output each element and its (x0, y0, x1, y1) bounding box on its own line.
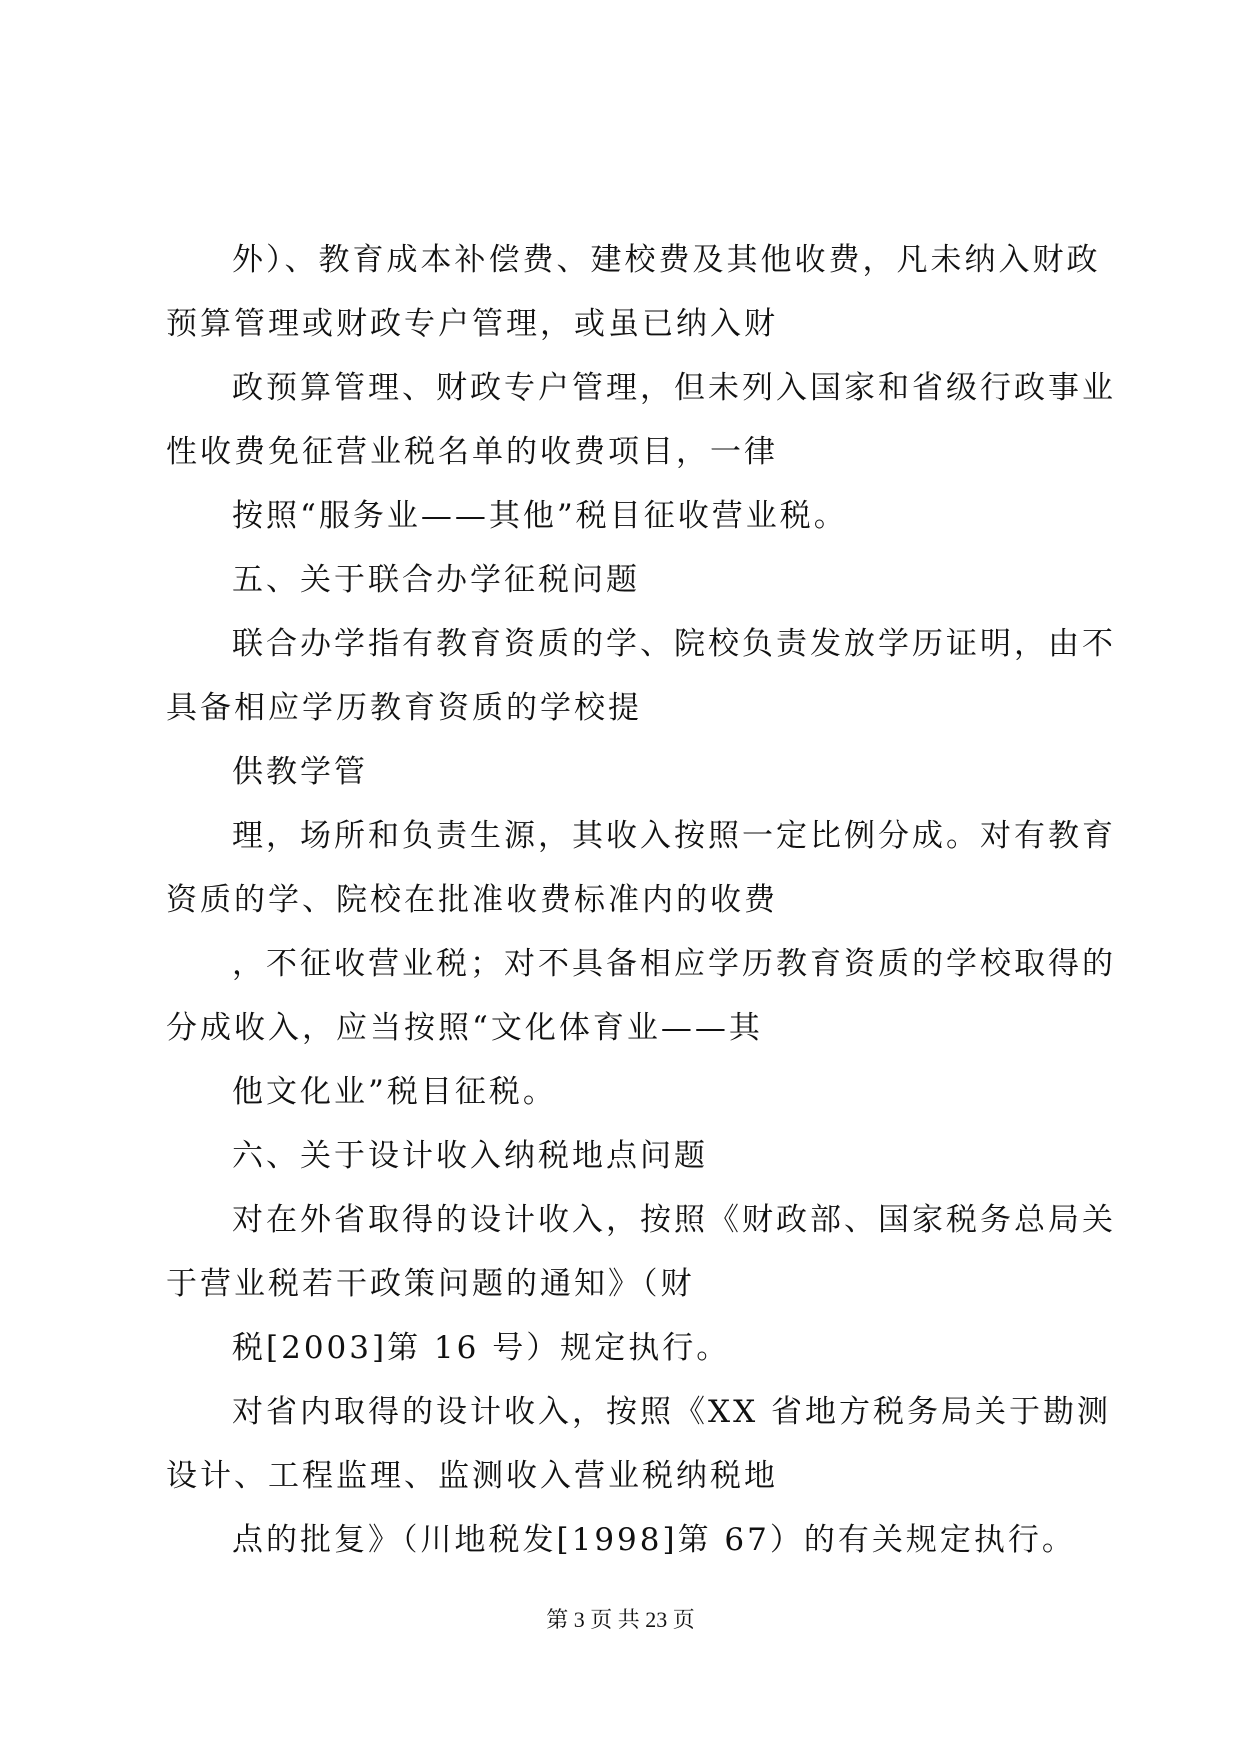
text-line: 政预算管理、财政专户管理，但未列入国家和省级行政事业 (232, 370, 1116, 406)
text-line: 设计、工程监理、监测收入营业税纳税地 (166, 1458, 778, 1494)
text-line: ，不征收营业税；对不具备相应学历教育资质的学校取得的 (232, 946, 1116, 982)
text-line: 资质的学、院校在批准收费标准内的收费 (166, 882, 778, 918)
page-footer: 第 3 页 共 23 页 (546, 1607, 695, 1632)
text-line: 供教学管 (232, 754, 368, 790)
text-line: 分成收入，应当按照“文化体育业——其 (166, 1010, 763, 1046)
text-line: 对在外省取得的设计收入，按照《财政部、国家税务总局关 (232, 1202, 1116, 1238)
document-body (166, 228, 1116, 1572)
text-line: 五、关于联合办学征税问题 (232, 562, 640, 598)
text-line: 性收费免征营业税名单的收费项目，一律 (166, 434, 778, 470)
text-line: 六、关于设计收入纳税地点问题 (232, 1138, 708, 1174)
text-line: 税[2003]第 16 号）规定执行。 (232, 1330, 731, 1366)
text-line: 于营业税若干政策问题的通知》（财 (166, 1266, 695, 1302)
text-line: 他文化业”税目征税。 (232, 1074, 557, 1110)
text-line: 预算管理或财政专户管理，或虽已纳入财 (166, 306, 778, 342)
text-line: 点的批复》（川地税发[1998]第 67）的有关规定执行。 (232, 1522, 1076, 1558)
text-line: 对省内取得的设计收入，按照《XX 省地方税务局关于勘测 (232, 1394, 1111, 1430)
text-line: 按照“服务业——其他”税目征收营业税。 (232, 498, 848, 534)
text-line: 外）、教育成本补偿费、建校费及其他收费，凡未纳入财政 (232, 242, 1101, 278)
text-line: 联合办学指有教育资质的学、院校负责发放学历证明，由不 (232, 626, 1116, 662)
text-line: 具备相应学历教育资质的学校提 (166, 690, 642, 726)
text-line: 理，场所和负责生源，其收入按照一定比例分成。对有教育 (232, 818, 1116, 854)
